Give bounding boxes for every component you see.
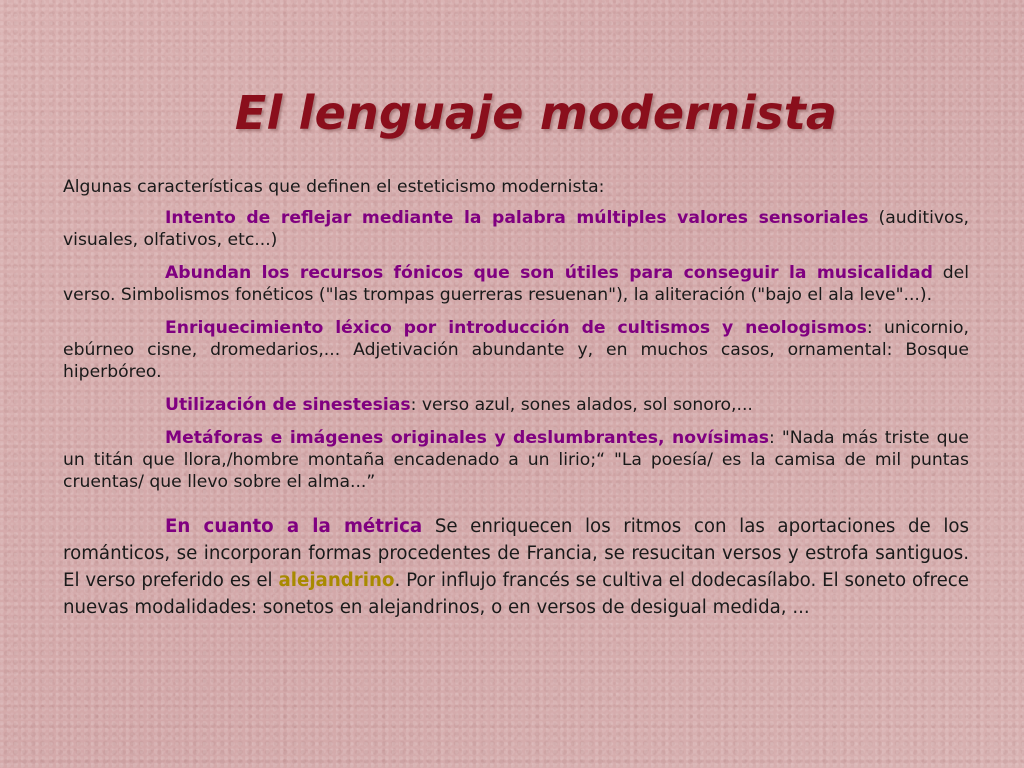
item-highlight: Intento de reflejar mediante la palabra múltiples valores sensoriales bbox=[165, 208, 869, 228]
item-highlight: Utilización de sinestesias bbox=[165, 395, 411, 415]
metrics-text-before: Se enriquecen los ritmos con las aportaciones de los románticos, se incorporan formas procedentes de Francia, se resucitan versos y estrofa santiguos. El verso preferido es el bbox=[63, 516, 970, 591]
metrics-highlight: En cuanto a la métrica bbox=[165, 516, 423, 537]
metrics-text-after: . Por influjo francés se cultiva el dodecasílabo. El soneto ofrece nuevas modalidades: sonetos en alejandrinos, o en versos de desigual medida, ... bbox=[63, 570, 969, 618]
intro-text: Algunas características que definen el esteticismo modernista: bbox=[63, 177, 605, 197]
alejandrino-highlight: alejandrino bbox=[278, 570, 395, 591]
item-metrics bbox=[63, 513, 969, 621]
item-sensory-values bbox=[63, 207, 969, 251]
item-metaphors bbox=[63, 427, 969, 493]
item-text: : verso azul, sones alados, sol sonoro,... bbox=[410, 395, 753, 415]
item-text: (auditivos, visuales, olfativos, etc...) bbox=[63, 208, 969, 250]
item-lexical-enrichment bbox=[63, 317, 969, 383]
item-text: : unicornio, ebúrneo cisne, dromedarios,... Adjetivación abundante y, en muchos casos, ornamental: Bosque hiperbóreo. bbox=[63, 318, 969, 382]
item-highlight: Metáforas e imágenes originales y deslumbrantes, novísimas bbox=[165, 428, 770, 448]
item-text: del verso. Simbolismos fonéticos ("las trompas guerreras resuenan"), la aliteración ("bajo el ala leve"...). bbox=[63, 263, 969, 305]
item-synesthesia bbox=[63, 394, 969, 416]
item-highlight: Abundan los recursos fónicos que son útiles para conseguir la musicalidad bbox=[165, 263, 933, 283]
item-phonic-resources bbox=[63, 262, 969, 306]
slide-title: El lenguaje modernista bbox=[234, 86, 838, 140]
item-text: : "Nada más triste que un titán que llora,/hombre montaña encadenado a un lirio;“ "La poesía/ es la camisa de mil puntas cruentas/ que llevo sobre el alma...” bbox=[63, 428, 969, 492]
slide-body bbox=[63, 176, 969, 632]
item-highlight: Enriquecimiento léxico por introducción de cultismos y neologismos bbox=[165, 318, 867, 338]
